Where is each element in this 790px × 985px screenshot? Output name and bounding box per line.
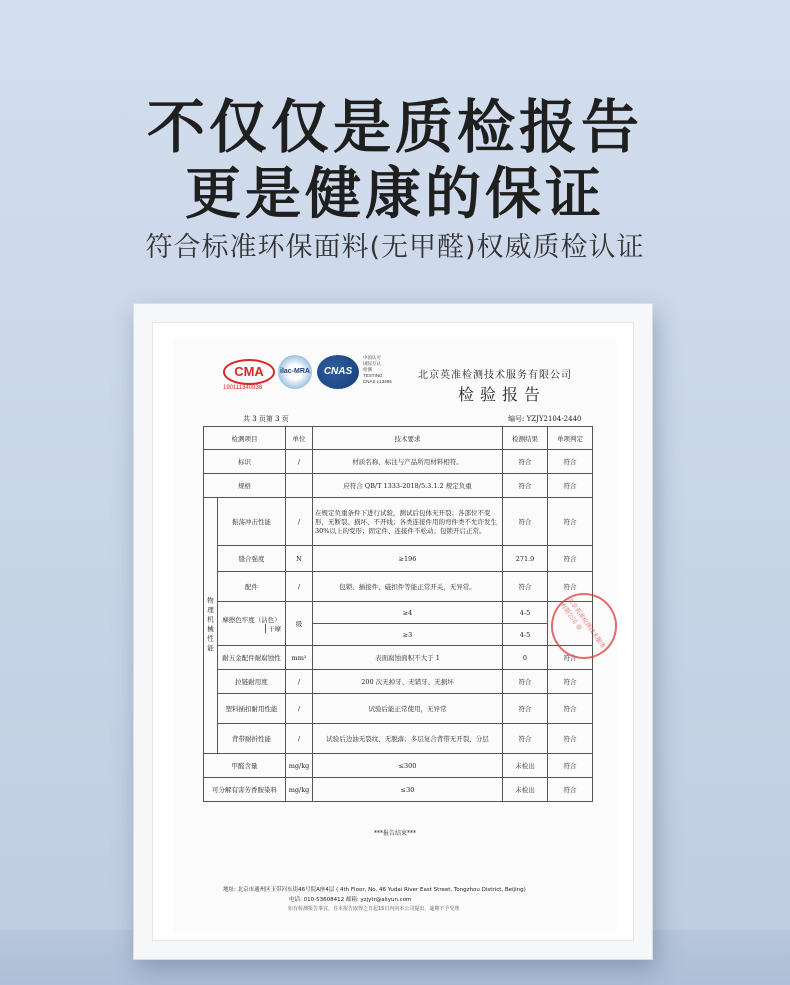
header-verdict: 单项判定 [548,427,593,450]
report-table [203,426,593,802]
header-item: 检测项目 [204,427,286,450]
table-row-rubbing-wet: ≥3 4-5 [204,624,593,646]
table-row: 甲醛含量 mg/kg ≤300 未检出 符合 [204,754,593,778]
report-number: 编号: YZJY2104-2440 [508,415,582,423]
frame-mat [152,322,634,941]
accreditation-logos [223,355,433,395]
header-result: 检测结果 [503,427,548,450]
table-row: 缝合强度 N ≥196 271.9 符合 [204,546,593,572]
table-row: 塑料插扣耐用性能 / 试验后能正常使用，无异常 符合 符合 [204,694,593,724]
picture-frame [133,303,653,960]
table-row: 规格 应符合 QB/T 1333-2018/5.3.1.2 规定负重 符合 符合 [204,474,593,498]
table-row: 物理机械性能 振荡冲击性能 / 在规定负重条件下进行试验，测试后包体无开裂；各部位不变形，无断裂、损坏、不开线；各类连接件用的弯件类不允许发生 30%以上的变形；固定件、连接件不松动；包锁开启正常。 符合 符合 [204,498,593,546]
report-title: 检验报告 [458,385,547,404]
table-row-rubbing-dry: 摩擦色牢度（沾色） 干摩 级 ≥4 4-5 [204,602,593,624]
header-requirement: 技术要求 [313,427,503,450]
table-row: 背带耐折性能 / 试验后边油无裂纹、无脱落；多层复合背带无开裂、分层 符合 符合 [204,724,593,754]
report-end-marker: ***报告结束*** [373,830,416,837]
cnas-logo: CNAS [317,355,359,389]
group-label: 物理机械性能 [204,498,218,754]
company-contact: 电话: 010-53608412 邮箱: yzjytr@aliyun.com [289,897,412,903]
table-row: 耐五金配件耐腐蚀性 mm² 表面腐蚀面积不大于 1 0 符合 [204,646,593,670]
ilac-mra-logo: ilac-MRA [278,355,312,389]
header-unit: 单位 [286,427,313,450]
cma-number: 190111340938 [223,385,263,391]
headline-tagline: 符合标准环保面料(无甲醛)权威质检认证 [145,232,645,263]
cnas-caption: 中国认可 国际互认 检测 TESTING CNAS L13496 [363,355,392,384]
page-count: 共 3 页第 3 页 [243,415,289,423]
company-name: 北京英准检测技术服务有限公司 [418,370,572,381]
table-row: 拉链耐用度 / 200 次无掉牙、无错牙、无损坏 符合 符合 [204,670,593,694]
headline-main: 不仅仅是质检报告 [146,93,643,161]
report-footnote: 如有检测报告事宜，自本报告取得之日起15日内向本公司提出，逾期不予受理 [288,906,460,912]
table-row: 配件 / 包锁、插接件、磁扣件等能正常开关，无异常。 符合 符合 [204,572,593,602]
headline-sub: 更是健康的保证 [185,162,605,227]
company-address: 地址: 北京市通州区玉带河东街46号院A座4层 ( 4th Floor, No. 46 Yudai River East Street, Tongzhou District, Beijing) [223,887,526,893]
table-row: 可分解有害芳香胺染料 mg/kg ≤30 未检出 符合 [204,778,593,802]
table-header-row [204,427,593,450]
table-row: 标识 / 材质名称、标注与产品所用材料相符。 符合 符合 [204,450,593,474]
inspection-report-paper [173,338,617,932]
cma-logo: CMA [223,359,275,385]
company-seal: 北京英准检测技术服务有限公司 章 [538,580,617,672]
